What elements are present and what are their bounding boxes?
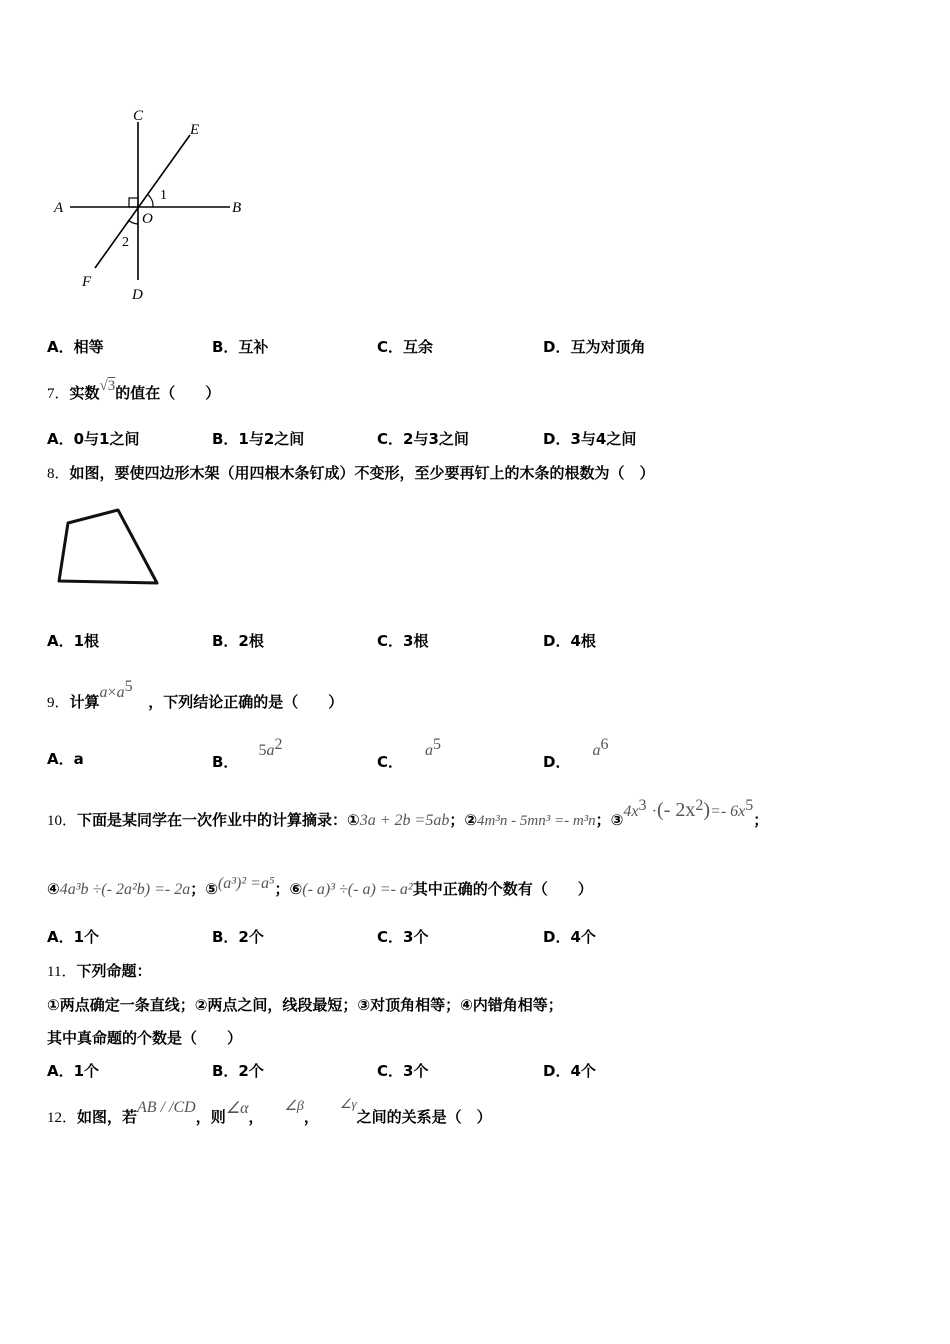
- q12-angle-alpha: ∠α: [225, 1100, 249, 1117]
- q10-expr-2: 4m³n - 5mn³ =- m³n: [477, 813, 596, 829]
- q7-option-a[interactable]: A．0与1之间: [47, 430, 140, 448]
- q9-expression: $a\times a^5$: [99, 678, 133, 701]
- q10-option-b[interactable]: B．2个: [212, 928, 264, 946]
- q10-circle-2: ②: [464, 811, 478, 829]
- q10-number: 10．: [47, 813, 78, 829]
- label-d: D: [132, 287, 143, 303]
- q7-option-c[interactable]: C．2与3之间: [377, 430, 469, 448]
- q10-post: 其中正确的个数有（ ）: [412, 880, 593, 898]
- q10-circle-5: ⑤: [205, 880, 218, 898]
- right-angle-mark: [129, 198, 138, 207]
- angle-1-arc: [147, 194, 153, 207]
- label-c: C: [133, 108, 144, 124]
- q12-number: 12．: [47, 1110, 78, 1126]
- label-a: A: [54, 200, 64, 216]
- line-ef: [95, 135, 190, 268]
- quadrilateral-figure: [50, 502, 170, 594]
- q10-option-d[interactable]: D．4个: [543, 928, 596, 946]
- question-7: [47, 378, 221, 403]
- q8-option-a[interactable]: A．1根: [47, 632, 100, 650]
- q11-prompt: 其中真命题的个数是（ ）: [47, 1029, 243, 1047]
- q9-post: ，下列结论正确的是（ ）: [148, 693, 344, 711]
- q7-number: 7．: [47, 386, 70, 402]
- q11-option-b[interactable]: B．2个: [212, 1062, 264, 1080]
- q6-option-c[interactable]: C．互余: [377, 338, 434, 356]
- q7-post: 的值在（ ）: [115, 384, 221, 402]
- q7-option-d[interactable]: D．3与4之间: [543, 430, 637, 448]
- q10-pre: 下面是某同学在一次作业中的计算摘录：: [77, 811, 348, 829]
- label-b: B: [232, 200, 242, 216]
- q10-expr-6: (- a)³ ÷(- a) =- a²: [302, 881, 413, 898]
- q12-post: 之间的关系是（ ）: [356, 1108, 492, 1126]
- question-8: [47, 462, 655, 483]
- q7-pre: 实数: [69, 384, 100, 402]
- q11-option-d[interactable]: D．4个: [543, 1062, 596, 1080]
- q8-text: 如图，要使四边形木架（用四根木条钉成）不变形，至少要再钉上的木条的根数为（ ）: [69, 464, 655, 482]
- q11-option-c[interactable]: C．3个: [377, 1062, 429, 1080]
- question-11: [47, 960, 151, 981]
- q10-circle-1: ①: [347, 811, 360, 829]
- label-2: 2: [122, 235, 129, 250]
- q7-sqrt: √3: [99, 378, 116, 394]
- q10-option-a[interactable]: A．1个: [47, 928, 100, 946]
- q10-expr-4: 4a³b ÷(- 2a²b) =- 2a: [59, 881, 191, 898]
- q11-option-a[interactable]: A．1个: [47, 1062, 100, 1080]
- label-o: O: [142, 211, 153, 227]
- q9-option-b[interactable]: B．$5a^2$: [212, 736, 283, 771]
- q10-option-c[interactable]: C．3个: [377, 928, 429, 946]
- q11-number: 11．: [47, 964, 77, 980]
- q12-angle-beta: ∠β: [284, 1099, 304, 1114]
- q9-number: 9．: [47, 695, 70, 711]
- q7-radicand: 3: [107, 378, 116, 394]
- quadrilateral: [59, 510, 157, 583]
- q10-expr-5: (a³)² =a⁵: [217, 875, 275, 892]
- q12-mid: ，则: [195, 1108, 226, 1126]
- q6-option-a[interactable]: A．相等: [47, 338, 104, 356]
- q9-option-c[interactable]: C．$a^5$: [377, 736, 442, 771]
- q6-option-b[interactable]: B．互补: [212, 338, 269, 356]
- question-12: 12．如图，若AB / /CD，则∠α， ∠β， ∠γ之间的关系是（ ）: [47, 1096, 492, 1126]
- q10-expr-1: 3a + 2b =5ab: [359, 812, 450, 829]
- q10-circle-4: ④: [47, 880, 60, 898]
- q9-option-a[interactable]: A．a: [47, 750, 84, 768]
- q8-option-b[interactable]: B．2根: [212, 632, 264, 650]
- q8-option-c[interactable]: C．3根: [377, 632, 429, 650]
- q10-circle-6: ⑥: [289, 880, 303, 898]
- label-f: F: [82, 274, 92, 290]
- q12-angle-gamma: ∠γ: [339, 1096, 357, 1111]
- q7-option-b[interactable]: B．1与2之间: [212, 430, 305, 448]
- q12-pre: 如图，若: [77, 1108, 138, 1126]
- angle-figure: [40, 100, 260, 310]
- question-10-line-2: ④4a³b ÷(- 2a²b) =- 2a；⑤(a³)² =a⁵；⑥(- a)³ ÷(- a) =- a²其中正确的个数有（ ）: [47, 875, 593, 898]
- q6-option-d[interactable]: D．互为对顶角: [543, 338, 646, 356]
- q11-text: 下列命题：: [76, 962, 152, 980]
- q8-number: 8．: [47, 466, 70, 482]
- question-9: [47, 678, 344, 712]
- q10-circle-3: ③: [610, 811, 624, 829]
- q10-expr-3: $4x^3$ ·(- $2x^2)=-$ $6x^5$: [623, 797, 754, 821]
- label-e: E: [190, 122, 200, 138]
- q11-propositions: ①两点确定一条直线；②两点之间，线段最短；③对顶角相等；④内错角相等；: [47, 996, 563, 1014]
- label-1: 1: [160, 188, 167, 203]
- q9-pre: 计算: [69, 693, 100, 711]
- angle-2-arc: [128, 220, 138, 224]
- q12-expr: AB / /CD: [137, 1099, 196, 1116]
- q8-option-d[interactable]: D．4根: [543, 632, 596, 650]
- question-10-line-1: 10．下面是某同学在一次作业中的计算摘录：①3a + 2b =5ab；②4m³n - 5mn³ =- m³n；$③4x^3$ ·(- $2x^2)=-$ $6x^5$；: [47, 797, 769, 829]
- q9-option-d[interactable]: D．$a^6$: [543, 736, 609, 771]
